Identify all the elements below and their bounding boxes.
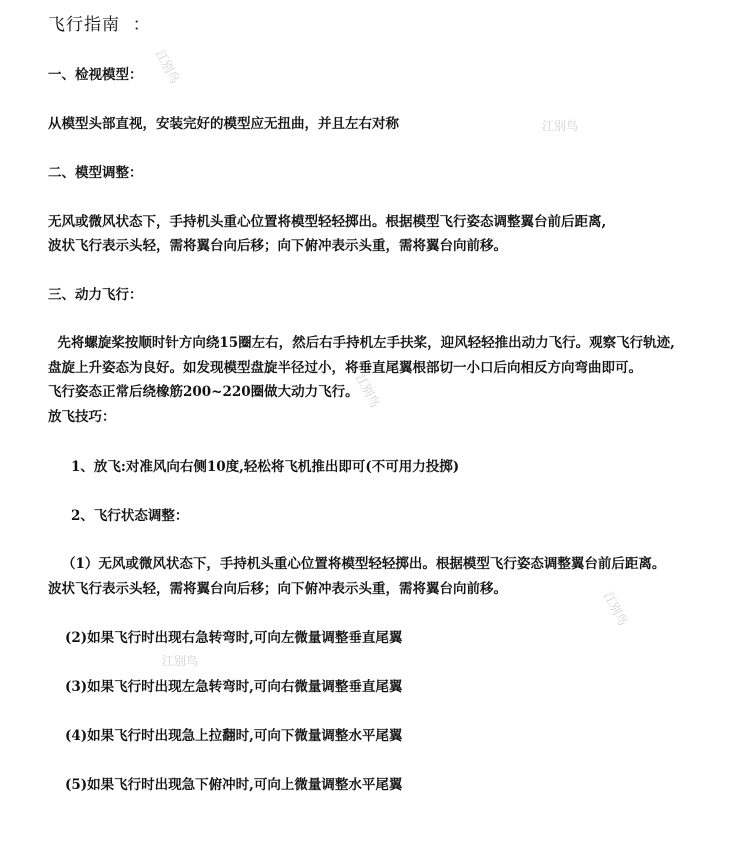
powered-text-line-3: 飞行姿态正常后绕橡筋200~220圈做大动力飞行。 (48, 384, 359, 400)
section-heading-powered: 三、动力飞行： (48, 287, 143, 303)
tip-item-2: 2、飞行状态调整： (71, 508, 189, 524)
tip-item-1: 1、放飞:对准风向右侧10度,轻松将飞机推出即可(不可用力投掷) (71, 459, 460, 475)
powered-text-line-1: 先将螺旋桨按顺时针方向绕15圈左右，然后右手持机左手扶桨，迎风轻轻推出动力飞行。观察飞行轨迹, (48, 335, 675, 351)
adjust-text-line-2: 波状飞行表示头轻，需将翼台向后移；向下俯冲表示头重，需将翼台向前移。 (48, 238, 507, 254)
watermark: 江别鸟 (542, 119, 579, 133)
adjust-text-line-1: 无风或微风状态下，手持机头重心位置将模型轻轻掷出。根据模型飞行姿态调整翼台前后距离, (48, 214, 607, 230)
watermark: 江别鸟 (162, 654, 199, 668)
page-title: 飞行指南 ： (48, 15, 151, 35)
watermark: 江别鸟 (352, 371, 383, 410)
watermark: 江别鸟 (152, 47, 183, 86)
tip-sub-1-line-2: 波状飞行表示头轻，需将翼台向后移；向下俯冲表示头重，需将翼台向前移。 (48, 581, 507, 597)
tip-sub-3: (3)如果飞行时出现左急转弯时,可向右微量调整垂直尾翼 (65, 679, 403, 695)
section-heading-inspect: 一、检视模型： (48, 67, 143, 83)
section-heading-adjust: 二、模型调整： (48, 165, 143, 181)
watermark: 江别鸟 (600, 589, 631, 628)
section-heading-tips: 放飞技巧： (48, 409, 116, 425)
tip-sub-1-line-1: （1）无风或微风状态下，手持机头重心位置将模型轻轻掷出。根据模型飞行姿态调整翼台前后距离。 (62, 556, 666, 572)
tip-sub-5: (5)如果飞行时出现急下俯冲时,可向上微量调整水平尾翼 (65, 777, 403, 793)
tip-sub-4: (4)如果飞行时出现急上拉翻时,可向下微量调整水平尾翼 (65, 728, 403, 744)
tip-sub-2: (2)如果飞行时出现右急转弯时,可向左微量调整垂直尾翼 (65, 630, 403, 646)
powered-text-line-2: 盘旋上升姿态为良好。如发现模型盘旋半径过小，将垂直尾翼根部切一小口后向相反方向弯曲即可。 (48, 360, 642, 376)
inspect-text: 从模型头部直视，安装完好的模型应无扭曲，并且左右对称 (48, 116, 399, 132)
